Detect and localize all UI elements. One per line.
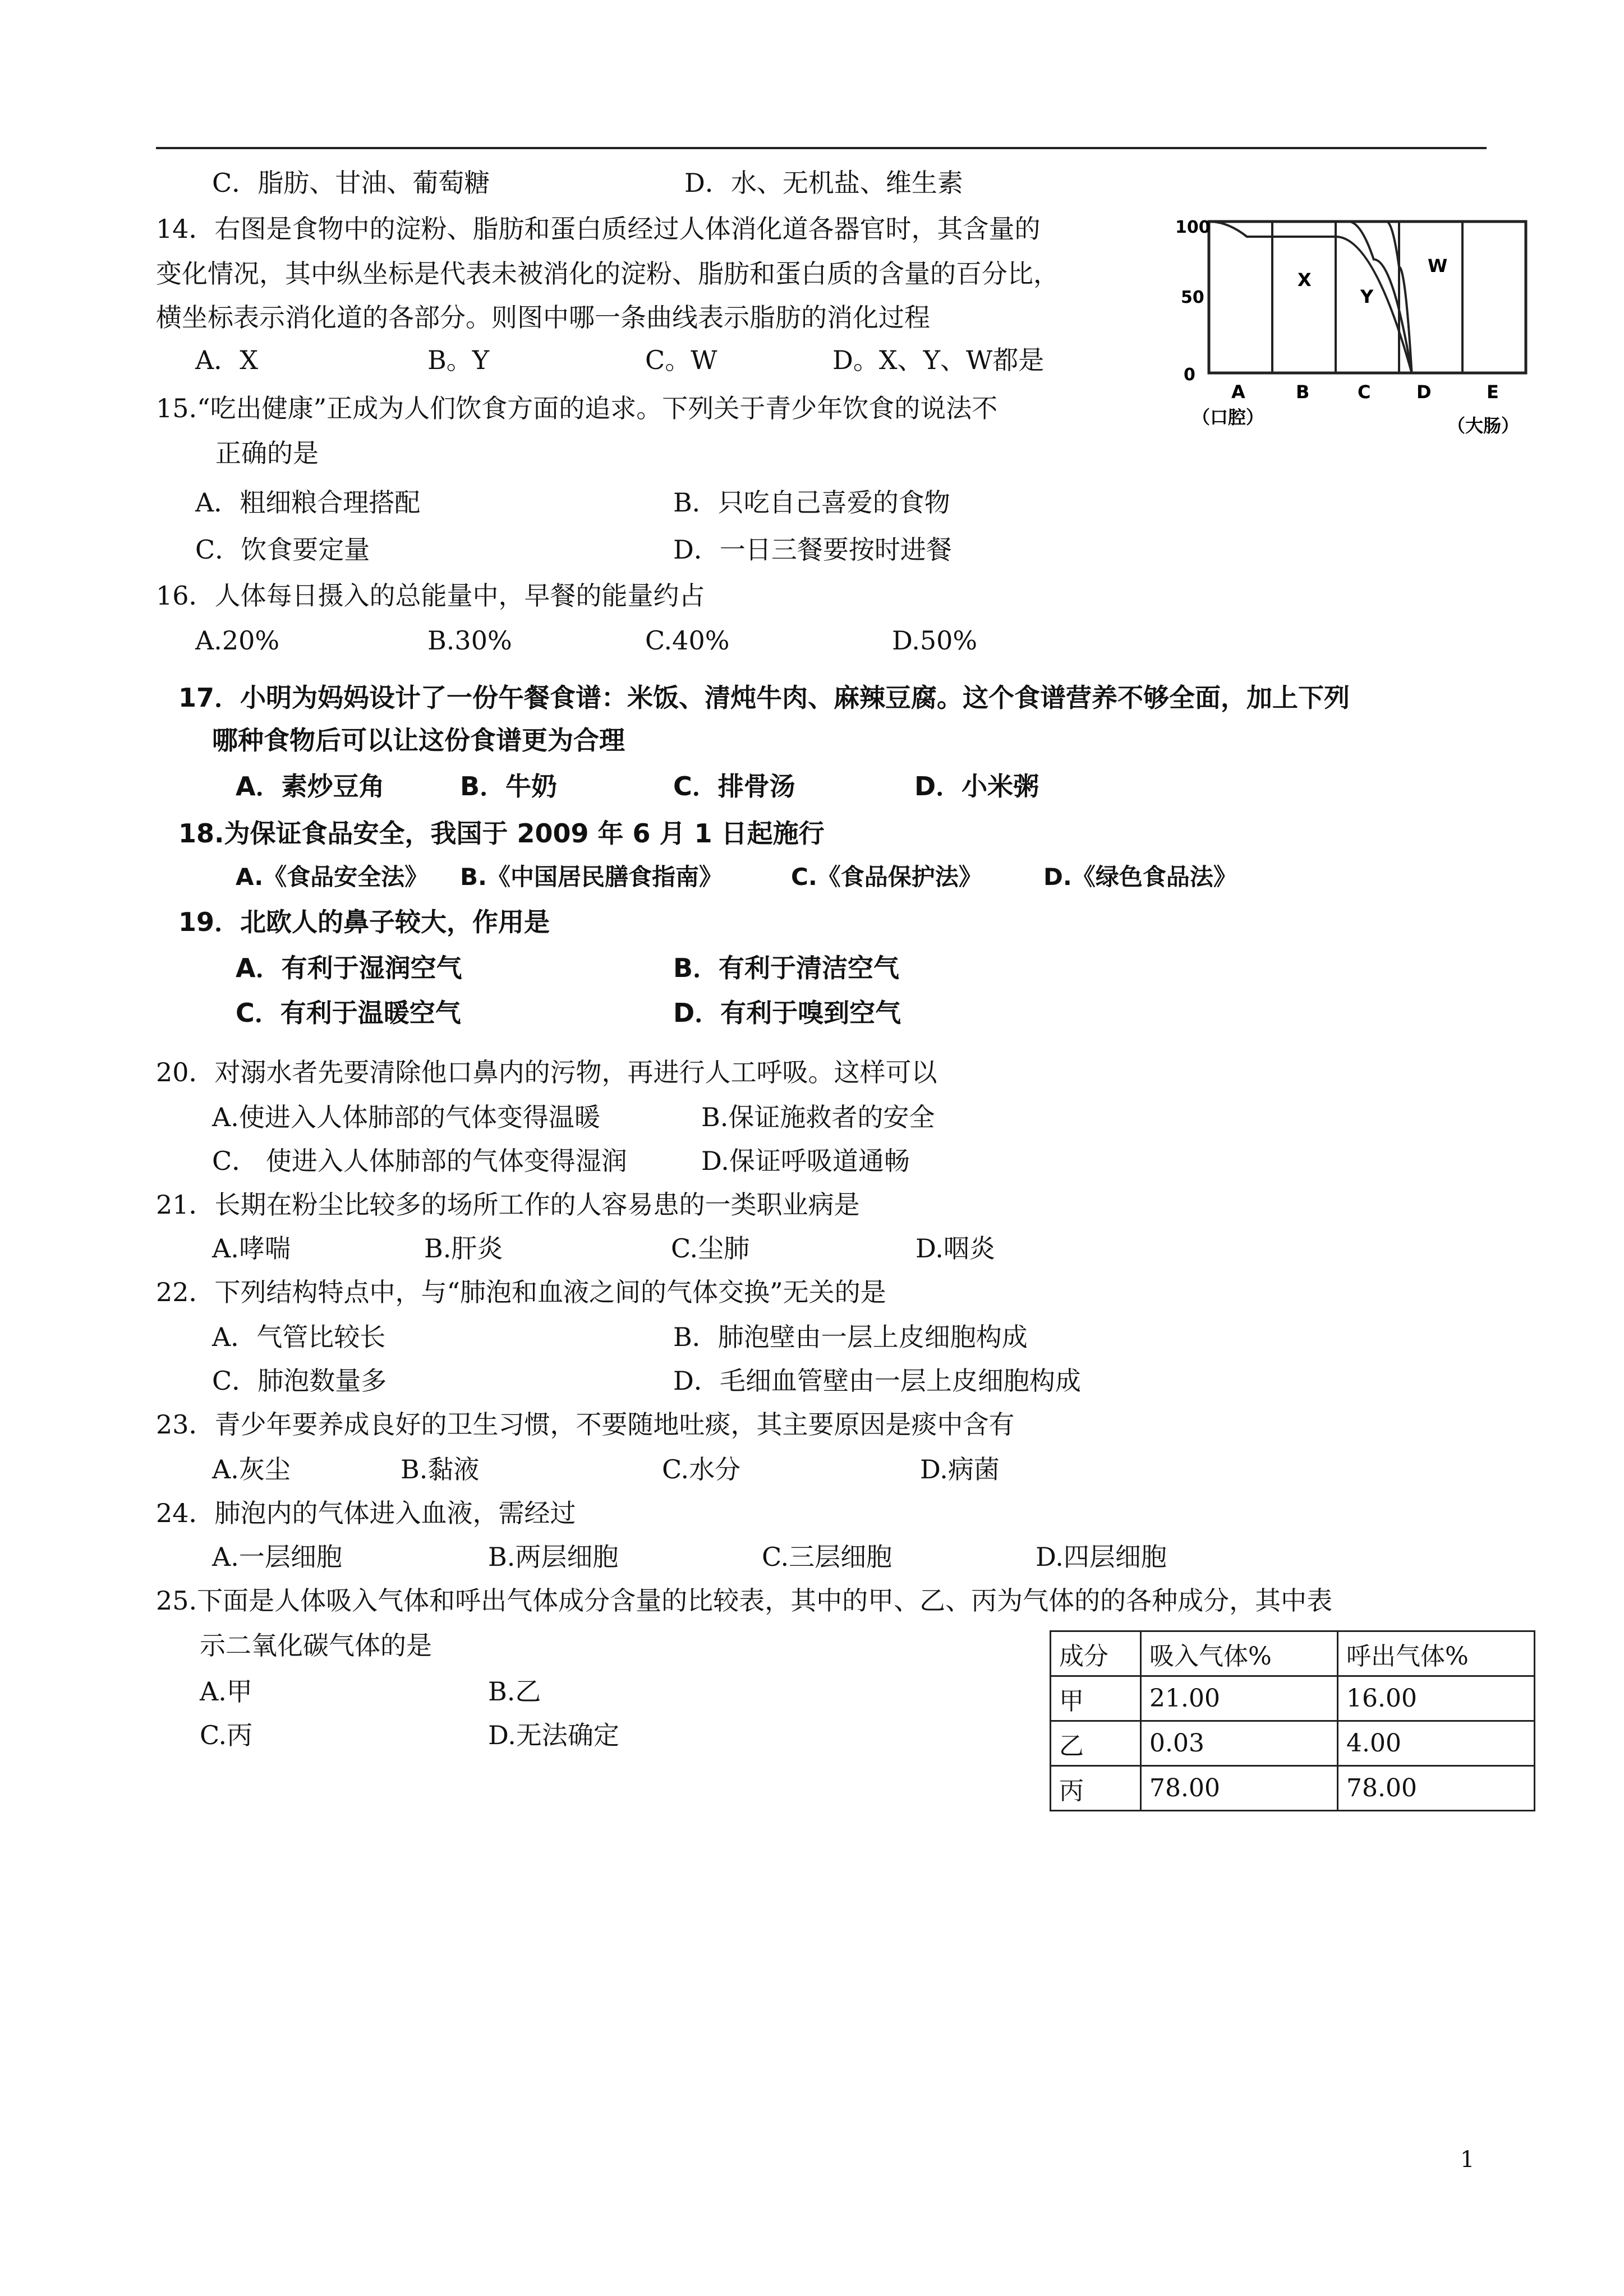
q13-option-d: D．水、无机盐、维生素: [684, 168, 963, 198]
series-line-w: [1209, 222, 1412, 373]
q24-option-c: C.三层细胞: [762, 1542, 892, 1572]
series-label-x: X: [1298, 269, 1312, 291]
q20-option-a: A.使进入人体肺部的气体变得温暖: [212, 1102, 600, 1132]
x-tick-b: B: [1296, 381, 1310, 403]
q23-option-b: B.黏液: [401, 1454, 480, 1484]
q19-option-d: D．有利于嗅到空气: [673, 998, 901, 1028]
table-header-row: [1051, 1631, 1535, 1676]
q17-option-d: D．小米粥: [914, 771, 1039, 801]
q25-stem-line-2: 示二氧化碳气体的是: [200, 1630, 432, 1661]
q25-option-b: B.乙: [488, 1676, 541, 1707]
q16-option-d: D.50%: [892, 625, 978, 656]
q21-option-d: D.咽炎: [915, 1233, 995, 1264]
table-cell: 21.00: [1141, 1676, 1338, 1721]
x-note-large-intestine: （大肠）: [1447, 415, 1520, 436]
q15-stem-line-1: 15.“吃出健康”正成为人们饮食方面的追求。下列关于青少年饮食的说法不: [156, 393, 998, 423]
q14-option-d: D。X、Y、W都是: [832, 345, 1045, 375]
x-tick-a: A: [1231, 381, 1245, 403]
q16-option-a: A.20%: [195, 625, 280, 656]
table-header-cell: 呼出气体%: [1338, 1631, 1535, 1676]
q13-option-c: C．脂肪、甘油、葡萄糖: [212, 168, 490, 198]
q14-stem-line-2: 变化情况，其中纵坐标是代表未被消化的淀粉、脂肪和蛋白质的含量的百分比，: [156, 259, 1059, 289]
q17-stem-line-1: 17．小明为妈妈设计了一份午餐食谱：米饭、清炖牛肉、麻辣豆腐。这个食谱营养不够全面，加上下列: [178, 683, 1350, 713]
series-line-x: [1209, 222, 1412, 373]
q17-option-c: C．排骨汤: [673, 771, 795, 801]
q18-option-d: D.《绿色食品法》: [1043, 863, 1237, 891]
q14-option-b: B。Y: [427, 345, 490, 375]
x-tick-c: C: [1358, 381, 1371, 403]
q25-option-c: C.丙: [200, 1720, 253, 1750]
series-line-y: [1209, 222, 1412, 373]
chart-series: [1209, 222, 1412, 373]
q22-option-a: A．气管比较长: [212, 1322, 386, 1352]
q20-stem: 20．对溺水者先要清除他口鼻内的污物，再进行人工呼吸。这样可以: [156, 1057, 937, 1087]
q18-stem: 18.为保证食品安全，我国于 2009 年 6 月 1 日起施行: [178, 818, 825, 849]
table-cell: 乙: [1051, 1721, 1141, 1766]
x-tick-e: E: [1487, 381, 1499, 403]
table-cell: 0.03: [1141, 1721, 1338, 1766]
table-header-cell: 成分: [1051, 1631, 1141, 1676]
q22-option-c: C．肺泡数量多: [212, 1366, 387, 1396]
q24-option-b: B.两层细胞: [488, 1542, 619, 1572]
q15-option-c: C．饮食要定量: [195, 534, 370, 565]
table-cell: 78.00: [1141, 1766, 1338, 1811]
q21-option-a: A.哮喘: [212, 1233, 291, 1264]
page-number: 1: [1460, 2147, 1475, 2173]
q23-option-c: C.水分: [662, 1454, 741, 1484]
table-cell: 16.00: [1338, 1676, 1535, 1721]
q15-stem-line-2: 正确的是: [215, 438, 319, 468]
q23-option-a: A.灰尘: [212, 1454, 291, 1484]
q16-option-c: C.40%: [645, 625, 730, 656]
q21-stem: 21．长期在粉尘比较多的场所工作的人容易患的一类职业病是: [156, 1190, 860, 1220]
q18-option-a: A.《食品安全法》: [236, 863, 429, 891]
q18-option-b: B.《中国居民膳食指南》: [460, 863, 723, 891]
table-cell: 78.00: [1338, 1766, 1535, 1811]
q22-option-d: D．毛细血管壁由一层上皮细胞构成: [673, 1366, 1081, 1396]
q24-option-a: A.一层细胞: [212, 1542, 342, 1572]
series-label-w: W: [1428, 255, 1448, 276]
q16-option-b: B.30%: [427, 625, 512, 656]
q25-option-d: D.无法确定: [488, 1720, 619, 1750]
q17-option-b: B．牛奶: [460, 771, 558, 801]
q16-stem: 16．人体每日摄入的总能量中，早餐的能量约占: [156, 580, 705, 611]
q20-option-c: C． 使进入人体肺部的气体变得湿润: [212, 1146, 627, 1176]
q22-stem: 22．下列结构特点中，与“肺泡和血液之间的气体交换”无关的是: [156, 1277, 886, 1307]
q25-option-a: A.甲: [200, 1676, 252, 1707]
q19-option-a: A．有利于湿润空气: [236, 953, 462, 983]
digestion-chart: [1170, 208, 1540, 443]
x-tick-d: D: [1416, 381, 1432, 403]
q15-option-d: D．一日三餐要按时进餐: [673, 534, 952, 565]
q14-option-c: C。W: [645, 345, 717, 375]
q19-option-c: C．有利于温暖空气: [236, 998, 461, 1028]
table-cell: 丙: [1051, 1766, 1141, 1811]
q17-option-a: A．素炒豆角: [236, 771, 385, 801]
q21-option-c: C.尘肺: [671, 1233, 750, 1264]
q20-option-b: B.保证施救者的安全: [701, 1102, 935, 1132]
q24-stem: 24．肺泡内的气体进入血液，需经过: [156, 1498, 576, 1528]
table-header-cell: 吸入气体%: [1141, 1631, 1338, 1676]
q17-stem-line-2: 哪种食物后可以让这份食谱更为合理: [212, 725, 625, 755]
table-cell: 4.00: [1338, 1721, 1535, 1766]
table-row: [1051, 1676, 1535, 1721]
q19-stem: 19．北欧人的鼻子较大，作用是: [178, 907, 550, 937]
q24-option-d: D.四层细胞: [1036, 1542, 1167, 1572]
q14-option-a: A．X: [195, 345, 258, 375]
q19-option-b: B．有利于清洁空气: [673, 953, 900, 983]
q20-option-d: D.保证呼吸道通畅: [701, 1146, 910, 1176]
y-tick-0: 0: [1184, 365, 1195, 385]
header-rule: [156, 147, 1487, 149]
q23-stem: 23．青少年要养成良好的卫生习惯，不要随地吐痰，其主要原因是痰中含有: [156, 1409, 1015, 1440]
q25-stem-line-1: 25.下面是人体吸入气体和呼出气体成分含量的比较表，其中的甲、乙、丙为气体的的各种成分，其中表: [156, 1585, 1333, 1616]
q23-option-d: D.病菌: [920, 1454, 1000, 1484]
q14-stem-line-1: 14．右图是食物中的淀粉、脂肪和蛋白质经过人体消化道各器官时，其含量的: [156, 214, 1041, 244]
q14-stem-line-3: 横坐标表示消化道的各部分。则图中哪一条曲线表示脂肪的消化过程: [156, 302, 930, 333]
table-row: [1051, 1721, 1535, 1766]
table-row: [1051, 1766, 1535, 1811]
y-tick-50: 50: [1181, 288, 1204, 307]
series-label-y: Y: [1360, 286, 1374, 307]
q15-option-b: B．只吃自己喜爱的食物: [673, 487, 950, 518]
x-note-mouth: （口腔）: [1192, 407, 1264, 428]
gas-composition-table: [1050, 1630, 1535, 1811]
q15-option-a: A．粗细粮合理搭配: [195, 487, 421, 518]
q18-option-c: C.《食品保护法》: [791, 863, 982, 891]
y-tick-100: 100: [1175, 218, 1211, 237]
q21-option-b: B.肝炎: [424, 1233, 503, 1264]
table-cell: 甲: [1051, 1676, 1141, 1721]
q22-option-b: B．肺泡壁由一层上皮细胞构成: [673, 1322, 1028, 1352]
